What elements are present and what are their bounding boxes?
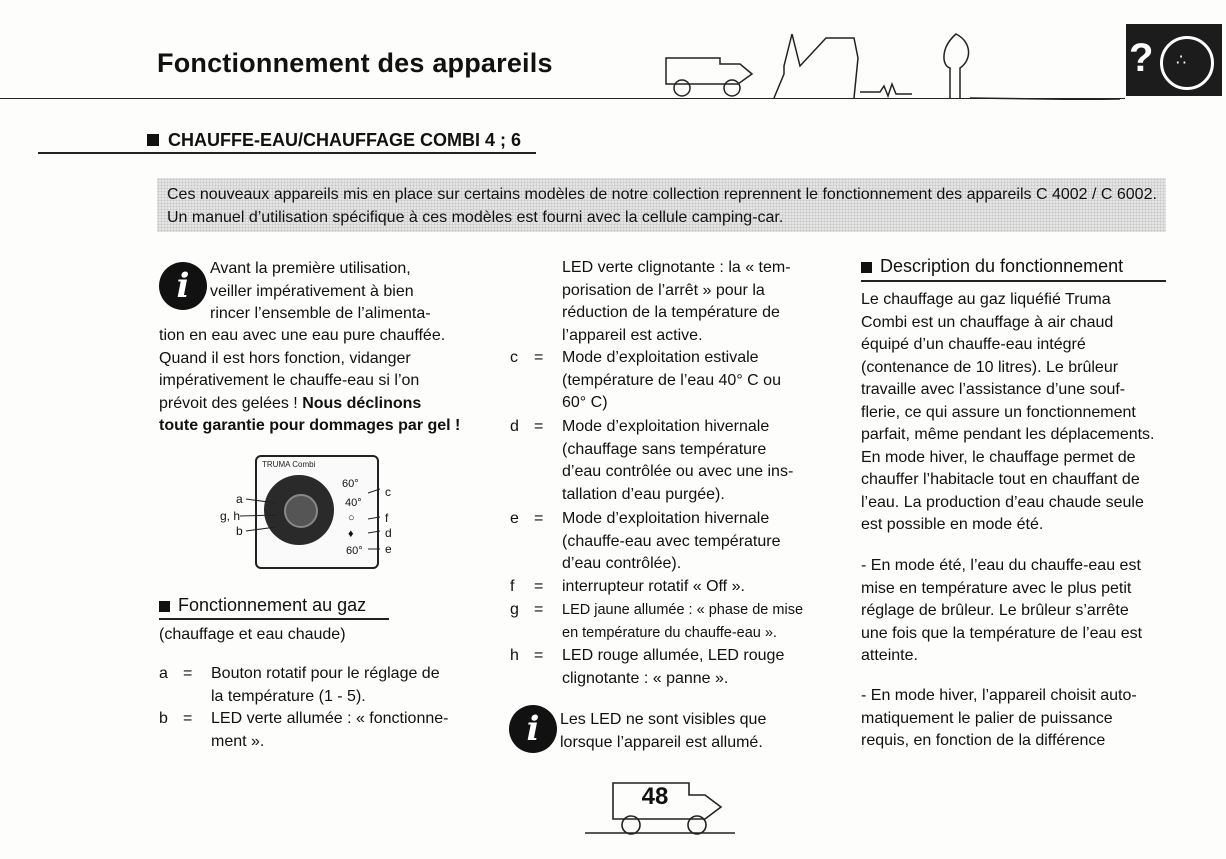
legend-line: réduction de la température de <box>562 304 780 321</box>
intro-line-1: Ces nouveaux appareils mis en place sur certains modèles de notre collection reprennent le fonctionnement des appareils C 4002 / C 6002. <box>167 186 1157 203</box>
warning-1-line: Avant la première utilisation, <box>210 260 411 277</box>
warning-1-line <box>159 393 471 416</box>
legend-line: porisation de l’arrêt » pour la <box>562 281 765 299</box>
legend-line: l’appareil est active. <box>562 326 703 344</box>
subhead-gaz-underline <box>159 618 389 620</box>
legend-key: e <box>510 510 519 527</box>
description-paragraph-1 <box>861 289 1171 537</box>
description-paragraph-2 <box>861 555 1171 668</box>
section-title-text: CHAUFFE-EAU/CHAUFFAGE COMBI 4 ; 6 <box>168 130 522 150</box>
header-illustration <box>650 18 1120 100</box>
legend-eq: = <box>534 418 544 435</box>
warning-1-bold: Nous déclinons <box>302 394 422 412</box>
warning-1-line: veiller impérativement à bien <box>210 282 414 300</box>
help-dots-icon: ∴ <box>1176 52 1188 69</box>
subhead-bullet-icon <box>159 601 170 612</box>
legend-line: Mode d’exploitation hivernale <box>562 510 770 527</box>
subhead-gaz-note: (chauffage et eau chaude) <box>159 626 346 643</box>
subhead-description-text: Description du fonctionnement <box>880 256 1124 276</box>
van-wheel-front <box>674 80 690 96</box>
paragraph-line: matiquement le palier de puissance <box>861 709 1113 727</box>
intro-text <box>167 183 1162 229</box>
paragraph-line: atteinte. <box>861 647 918 664</box>
paragraph-line: - En mode été, l’eau du chauffe-eau est <box>861 557 1141 574</box>
legend-value <box>562 599 803 644</box>
legend-line: Bouton rotatif pour le réglage de <box>211 665 440 682</box>
legend-value <box>562 645 784 690</box>
warning-1-text: prévoit des gelées ! <box>159 394 298 412</box>
legend-key: h <box>510 647 519 664</box>
legend-value <box>562 347 781 415</box>
subhead-bullet-icon <box>861 262 872 273</box>
legend-line: 60° C) <box>562 394 608 411</box>
legend-line: LED jaune allumée : « phase de mise <box>562 602 804 618</box>
paragraph-line: flerie, ce qui assure un fonctionnement <box>861 403 1136 421</box>
legend-key: b <box>159 710 168 727</box>
dial-label-e: e <box>385 542 392 556</box>
tree-outline <box>944 34 969 98</box>
led-note-line: Les LED ne sont visibles que <box>560 711 767 728</box>
dial-leader-lines <box>218 475 398 565</box>
house-outline <box>774 34 858 98</box>
legend-line: ment ». <box>211 732 265 750</box>
paragraph-line: équipé d’un chauffe-eau intégré <box>861 336 1086 353</box>
subhead-description-underline <box>861 280 1166 282</box>
legend-value <box>562 508 781 576</box>
legend-value: interrupteur rotatif « Off ». <box>562 578 745 595</box>
legend-value <box>211 708 448 753</box>
paragraph-line: une fois que la température de l’eau est <box>861 624 1143 642</box>
dial-mark-40: 40° <box>345 497 362 509</box>
legend-key: a <box>159 665 168 682</box>
warning-1-line: Quand il est hors fonction, vidanger <box>159 349 411 367</box>
legend-line: clignotante : « panne ». <box>562 669 729 687</box>
paragraph-line: mise en température avec le plus petit <box>861 579 1132 597</box>
grass-outline <box>860 84 912 96</box>
legend-key: g <box>510 601 519 618</box>
warning-1-line: rincer l’ensemble de l’alimenta- <box>210 305 431 322</box>
legend-key: c <box>510 349 518 366</box>
legend-line: tallation d’eau purgée). <box>562 485 725 503</box>
legend-eq: = <box>183 665 193 682</box>
van-wheel-back <box>724 80 740 96</box>
dial-mark-60-summer: 60° <box>342 478 359 490</box>
paragraph-line: l’eau. La production d’eau chaude seule <box>861 493 1144 511</box>
legend-value <box>562 416 793 506</box>
subhead-description <box>861 256 1123 277</box>
section-underline <box>38 152 536 154</box>
intro-line-2: Un manuel d’utilisation spécifique à ces modèles est fourni avec la cellule camping-car. <box>167 209 784 226</box>
paragraph-line: parfait, même pendant les déplacements. <box>861 426 1155 443</box>
ground-line <box>970 98 1120 100</box>
dial-label-b: b <box>236 524 243 538</box>
legend-key: f <box>510 578 515 595</box>
dial-label-gh: g, h <box>220 509 241 523</box>
dial-label-f: f <box>385 511 389 525</box>
legend-line: LED verte allumée : « fonctionne- <box>211 710 449 727</box>
legend-eq: = <box>534 578 544 595</box>
paragraph-line: Combi est un chauffage à air chaud <box>861 313 1114 331</box>
dial-mark-off-icon: ○ <box>348 512 355 524</box>
legend-value <box>211 663 440 708</box>
legend-key: d <box>510 418 519 435</box>
page-title: Fonctionnement des appareils <box>157 48 553 78</box>
legend-eq: = <box>183 710 193 727</box>
paragraph-line: est possible en mode été. <box>861 516 1044 533</box>
legend-line: en température du chauffe-eau ». <box>562 624 777 641</box>
led-note <box>560 709 818 754</box>
dial-mark-flame-icon: ♦ <box>348 528 354 540</box>
paragraph-line: Le chauffage au gaz liquéfié Truma <box>861 291 1111 308</box>
warning-1-line: tion en eau avec une eau pure chauffée. <box>159 327 446 344</box>
legend-eq: = <box>534 510 544 527</box>
legend-line: la température (1 - 5). <box>211 687 366 705</box>
legend-line: LED rouge allumée, LED rouge <box>562 647 785 664</box>
legend-line: d’eau contrôlée ou avec une ins- <box>562 463 794 480</box>
legend-line: LED verte clignotante : la « tem- <box>562 259 791 276</box>
paragraph-line: chauffer l’habitacle tout en chauffant de <box>861 471 1140 488</box>
led-note-line: lorsque l’appareil est allumé. <box>560 733 763 751</box>
section-title <box>147 130 521 151</box>
paragraph-line: En mode hiver, le chauffage permet de <box>861 448 1136 466</box>
page-number: 48 <box>641 783 669 810</box>
legend-line: Mode d’exploitation hivernale <box>562 418 770 435</box>
help-question-icon: ? <box>1129 36 1154 80</box>
dial-label-c: c <box>385 485 391 499</box>
paragraph-line: - En mode hiver, l’appareil choisit auto- <box>861 687 1137 704</box>
warning-1-line: impérativement le chauffe-eau si l’on <box>159 372 420 389</box>
legend-line: Mode d’exploitation estivale <box>562 349 759 366</box>
legend-line: (chauffage sans température <box>562 440 767 458</box>
paragraph-line: (contenance de 10 litres). Le brûleur <box>861 358 1119 376</box>
warning-1-bold: toute garantie pour dommages par gel ! <box>159 417 461 434</box>
paragraph-line: réglage de brûleur. Le brûleur s’arrête <box>861 602 1129 619</box>
legend-eq: = <box>534 601 544 618</box>
legend-line: d’eau contrôlée). <box>562 555 682 572</box>
info-icon: i <box>159 262 207 310</box>
dial-label-d: d <box>385 526 392 540</box>
subhead-gaz-text: Fonctionnement au gaz <box>178 595 367 615</box>
dial-mark-60-winter: 60° <box>346 545 363 557</box>
dial-label-a: a <box>236 492 243 506</box>
legend-eq: = <box>534 647 544 664</box>
legend-line: (chauffe-eau avec température <box>562 532 781 550</box>
warning-1-body <box>159 325 471 438</box>
paragraph-line: requis, en fonction de la différence <box>861 732 1106 749</box>
paragraph-line: travaille avec l’assistance d’une souf- <box>861 381 1126 398</box>
legend-line: (température de l’eau 40° C ou <box>562 371 781 389</box>
subhead-gaz <box>159 595 366 616</box>
control-panel-brand: TRUMA Combi <box>262 460 316 469</box>
legend-b-continued <box>562 257 818 347</box>
warning-1-head <box>210 258 468 326</box>
legend-eq: = <box>534 349 544 366</box>
info-icon: i <box>509 705 557 753</box>
section-bullet-icon <box>147 134 159 146</box>
description-paragraph-3 <box>861 685 1171 753</box>
